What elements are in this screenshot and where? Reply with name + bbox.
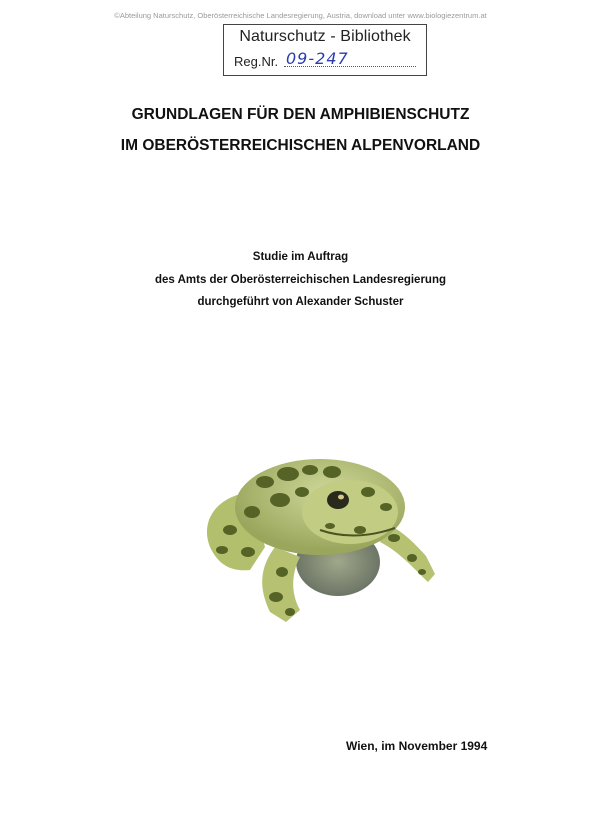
toad-eye [327,491,349,509]
subtitle-line-1: Studie im Auftrag [252,251,349,263]
document-title-line-2: IM OBERÖSTERREICHISCHEN ALPENVORLAND [120,137,481,154]
stamp-reg-number: 09-247 [286,49,349,68]
stamp-reg-label: Reg.Nr. [234,54,279,69]
watermark-text: ©Abteilung Naturschutz, Oberösterreichische Landesregierung, Austria, download unter www.biologiezentrum.at [114,11,487,20]
stamp-title: Naturschutz - Bibliothek [239,28,411,45]
library-stamp [223,24,427,76]
toad-eye-highlight [338,495,344,500]
subtitle-line-2: des Amts der Oberösterreichischen Landesregierung [155,274,446,286]
publication-date: Wien, im November 1994 [346,739,488,753]
toad-head [302,480,398,544]
toad-photo [190,452,440,627]
document-title-line-1: GRUNDLAGEN FÜR DEN AMPHIBIENSCHUTZ [131,106,470,123]
subtitle-line-3: durchgeführt von Alexander Schuster [197,296,404,308]
